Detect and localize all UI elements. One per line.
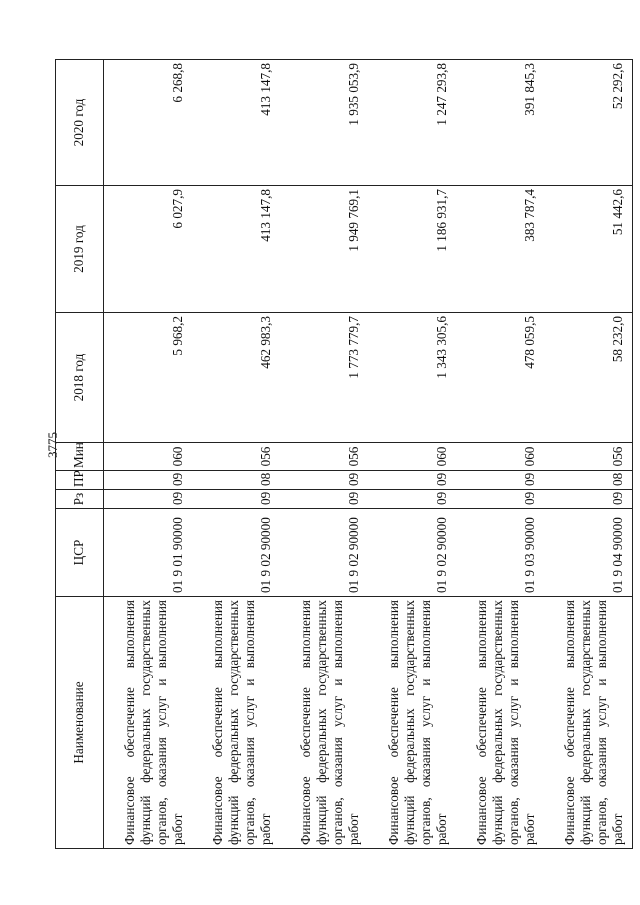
header-2018: 2018 год [56, 313, 104, 443]
row-name: Финансовое обеспечение выполнения функций федеральных государственных органов, оказания услуг и выполнения работ [544, 597, 633, 849]
row-name: Финансовое обеспечение выполнения функций федеральных государственных органов, оказания услуг и выполнения работ [368, 597, 456, 849]
header-csr: ЦСР [56, 509, 104, 597]
row-min: 056 [544, 443, 633, 471]
row-rz: 09 [192, 490, 280, 509]
row-csr: 01 9 01 90000 [104, 509, 193, 597]
page-number-text: 3775 [45, 432, 60, 458]
table-row [544, 60, 633, 849]
row-rz: 09 [456, 490, 544, 509]
row-2019: 1 949 769,1 [280, 186, 368, 313]
row-pr: 09 [104, 471, 193, 490]
row-2018: 478 059,5 [456, 313, 544, 443]
row-2020: 391 845,3 [456, 60, 544, 186]
row-pr: 08 [192, 471, 280, 490]
row-2020: 6 268,8 [104, 60, 193, 186]
row-2018: 58 232,0 [544, 313, 633, 443]
row-name: Финансовое обеспечение выполнения функций федеральных государственных органов, оказания услуг и выполнения работ [192, 597, 280, 849]
table-row [104, 60, 193, 849]
row-pr: 08 [544, 471, 633, 490]
rotated-page-content [55, 60, 625, 849]
row-csr: 01 9 04 90000 [544, 509, 633, 597]
row-2020: 1 935 053,9 [280, 60, 368, 186]
table-row [280, 60, 368, 849]
table-row [456, 60, 544, 849]
row-min: 060 [368, 443, 456, 471]
row-csr: 01 9 02 90000 [280, 509, 368, 597]
row-rz: 09 [104, 490, 193, 509]
row-name: Финансовое обеспечение выполнения функций федеральных государственных органов, оказания услуг и выполнения работ [456, 597, 544, 849]
row-2018: 5 968,2 [104, 313, 193, 443]
row-2019: 383 787,4 [456, 186, 544, 313]
header-2019: 2019 год [56, 186, 104, 313]
row-min: 056 [280, 443, 368, 471]
row-csr: 01 9 02 90000 [368, 509, 456, 597]
row-min: 060 [104, 443, 193, 471]
row-2020: 413 147,8 [192, 60, 280, 186]
row-pr: 09 [368, 471, 456, 490]
row-2018: 462 983,3 [192, 313, 280, 443]
table-row [192, 60, 280, 849]
row-rz: 09 [280, 490, 368, 509]
row-rz: 09 [544, 490, 633, 509]
header-rz: Рз [56, 490, 104, 509]
row-rz: 09 [368, 490, 456, 509]
header-name: Наименование [56, 597, 104, 849]
row-pr: 09 [280, 471, 368, 490]
header-pr: ПР [56, 471, 104, 490]
header-min: Мин [56, 443, 104, 471]
row-pr: 09 [456, 471, 544, 490]
row-2018: 1 773 779,7 [280, 313, 368, 443]
table-row [368, 60, 456, 849]
row-2019: 413 147,8 [192, 186, 280, 313]
row-2019: 51 442,6 [544, 186, 633, 313]
row-csr: 01 9 03 90000 [456, 509, 544, 597]
row-min: 056 [192, 443, 280, 471]
budget-table [55, 59, 633, 849]
row-name: Финансовое обеспечение выполнения функций федеральных государственных органов, оказания услуг и выполнения работ [104, 597, 193, 849]
table-header-row [56, 60, 104, 849]
row-2020: 1 247 293,8 [368, 60, 456, 186]
row-min: 060 [456, 443, 544, 471]
row-2019: 1 186 931,7 [368, 186, 456, 313]
row-2018: 1 343 305,6 [368, 313, 456, 443]
header-2020: 2020 год [56, 60, 104, 186]
row-2019: 6 027,9 [104, 186, 193, 313]
row-name: Финансовое обеспечение выполнения функций федеральных государственных органов, оказания услуг и выполнения работ [280, 597, 368, 849]
row-2020: 52 292,6 [544, 60, 633, 186]
row-csr: 01 9 02 90000 [192, 509, 280, 597]
